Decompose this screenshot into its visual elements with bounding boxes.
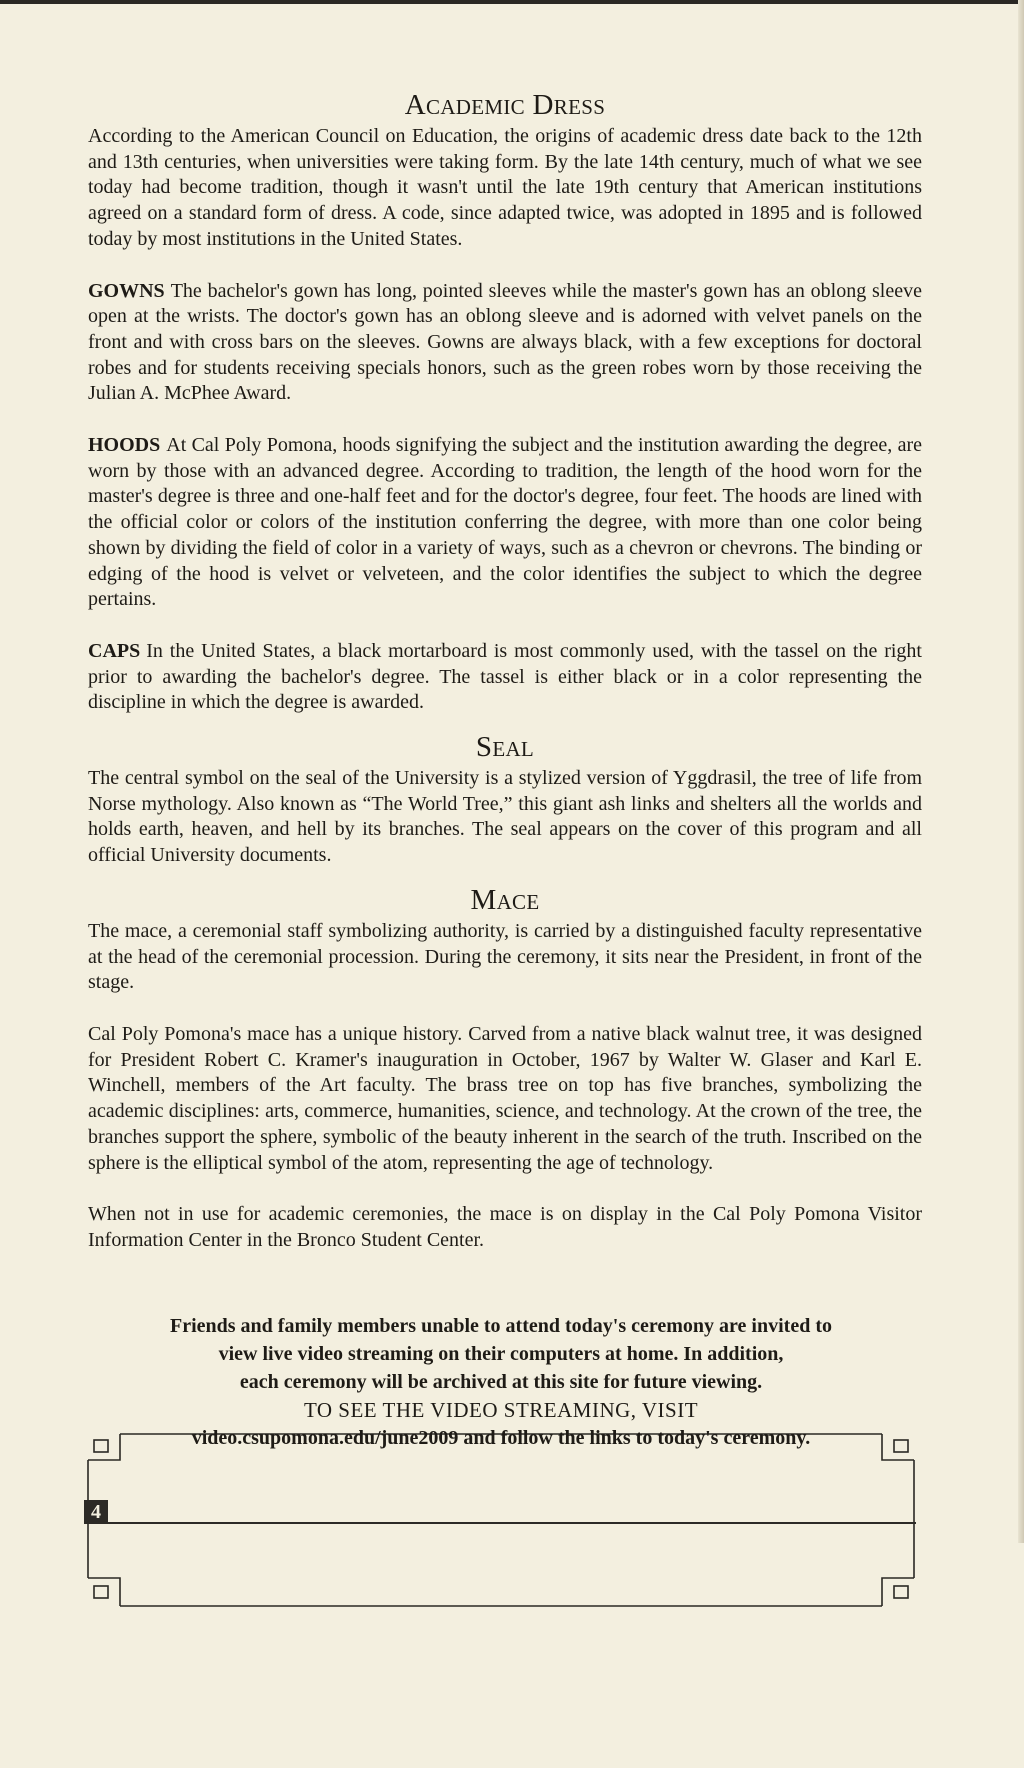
paragraph-mace-intro: The mace, a ceremonial staff symbolizing authority, is carried by a distinguished faculty representative at the head of the ceremonial procession. During the ceremony, it sits near the President, in front of the stage. [88, 919, 922, 994]
title-rest: ACE [496, 889, 540, 914]
title-rest: CADEMIC [426, 95, 525, 119]
section-title-mace [88, 883, 922, 919]
paragraph-gowns [88, 279, 922, 408]
page-footer [84, 1500, 916, 1524]
paragraph-hoods [88, 433, 922, 613]
page-top-rule [0, 0, 1024, 4]
title-initial: A [404, 89, 427, 121]
section-title-seal [88, 730, 922, 766]
paragraph-text: At Cal Poly Pomona, hoods signifying the subject and the institution awarding the degree, are worn by those with an advanced degree. According to tradition, the length of the hood worn for the master's degree is three and one-half feet and for the doctor's degree, four feet. The hoods are lined with the official color or colors of the institution conferring the degree, with more than one color being shown by dividing the field of color in a variety of ways, such as a chevron or chevrons. The binding or edging of the hood is velvet or velveteen, and the color identifies the subject to which the degree pertains. [88, 434, 922, 611]
notice-url-line: video.csupomona.edu/june2009 and follow the links to today's ceremony. [191, 1427, 811, 1449]
notice-call-to-action: TO SEE THE VIDEO STREAMING, VISIT [303, 1398, 699, 1422]
notice-line: Friends and family members unable to attend today's ceremony are invited to [169, 1315, 832, 1337]
notice-line: view live video streaming on their computers at home. In addition, [218, 1343, 784, 1365]
title-initial: M [470, 883, 497, 916]
paragraph-mace-history: Cal Poly Pomona's mace has a unique history. Carved from a native black walnut tree, it was designed for President Robert C. Kramer's inauguration in October, 1967 by Walter W. Glaser and Karl E. Winchell, members of the Art faculty. The brass tree on top has five branches, symbolizing the academic disciplines: arts, commerce, humanities, science, and technology. At the crown of the tree, the branches support the sphere, symbolic of the beauty inherent in the search of the truth. Inscribed on the sphere is the elliptical symbol of the atom, representing the age of technology. [88, 1022, 922, 1174]
paragraph-caps [88, 639, 922, 716]
run-in-heading-gowns: GOWNS [88, 279, 165, 302]
title-rest: RESS [553, 95, 606, 119]
run-in-heading-caps: CAPS [88, 639, 141, 662]
paragraph-academic-dress-intro: According to the American Council on Education, the origins of academic dress date back to the 12th and 13th centuries, when universities were taking form. By the late 14th century, much of what we see today had become tradition, though it wasn't until the late 19th century that American institutions agreed on a standard form of dress. A code, since adapted twice, was adopted in 1895 and is followed today by most institutions in the United States. [88, 125, 922, 250]
paragraph-text: In the United States, a black mortarboard is most commonly used, with the tassel on the right prior to awarding the bachelor's degree. The tassel is either black or in a color representing the discipline in which the degree is awarded. [88, 639, 922, 714]
footer-rule [108, 1522, 916, 1524]
paragraph-text: The bachelor's gown has long, pointed sleeves while the master's gown has an oblong sleeve open at the wrists. The doctor's gown has an oblong sleeve and is adorned with velvet panels on the front and with cross bars on the sleeves. Gowns are always black, with a few exceptions for doctoral robes and for students receiving specials honors, such as the green robes worn by those receiving the Julian A. McPhee Award. [88, 279, 922, 405]
notice-line: each ceremony will be archived at this site for future viewing. [239, 1371, 763, 1393]
title-rest: EAL [492, 737, 535, 762]
title-initial: S [475, 731, 493, 764]
video-streaming-notice [118, 1312, 884, 1452]
title-initial: D [532, 89, 554, 121]
paragraph-mace-display: When not in use for academic ceremonies, the mace is on display in the Cal Poly Pomona Visitor Information Center in the Bronco Student Center. [88, 1203, 922, 1251]
page-edge [1018, 0, 1024, 1543]
run-in-heading-hoods: HOODS [88, 434, 161, 457]
paragraph-seal: The central symbol on the seal of the University is a stylized version of Yggdrasil, the tree of life from Norse mythology. Also known as “The World Tree,” this giant ash links and shelters all the worlds and holds earth, heaven, and hell by its branches. The seal appears on the cover of this program and all official University documents. [88, 767, 922, 867]
page-content [88, 88, 922, 1254]
page-number: 4 [84, 1500, 108, 1524]
section-title-academic-dress [88, 88, 922, 124]
